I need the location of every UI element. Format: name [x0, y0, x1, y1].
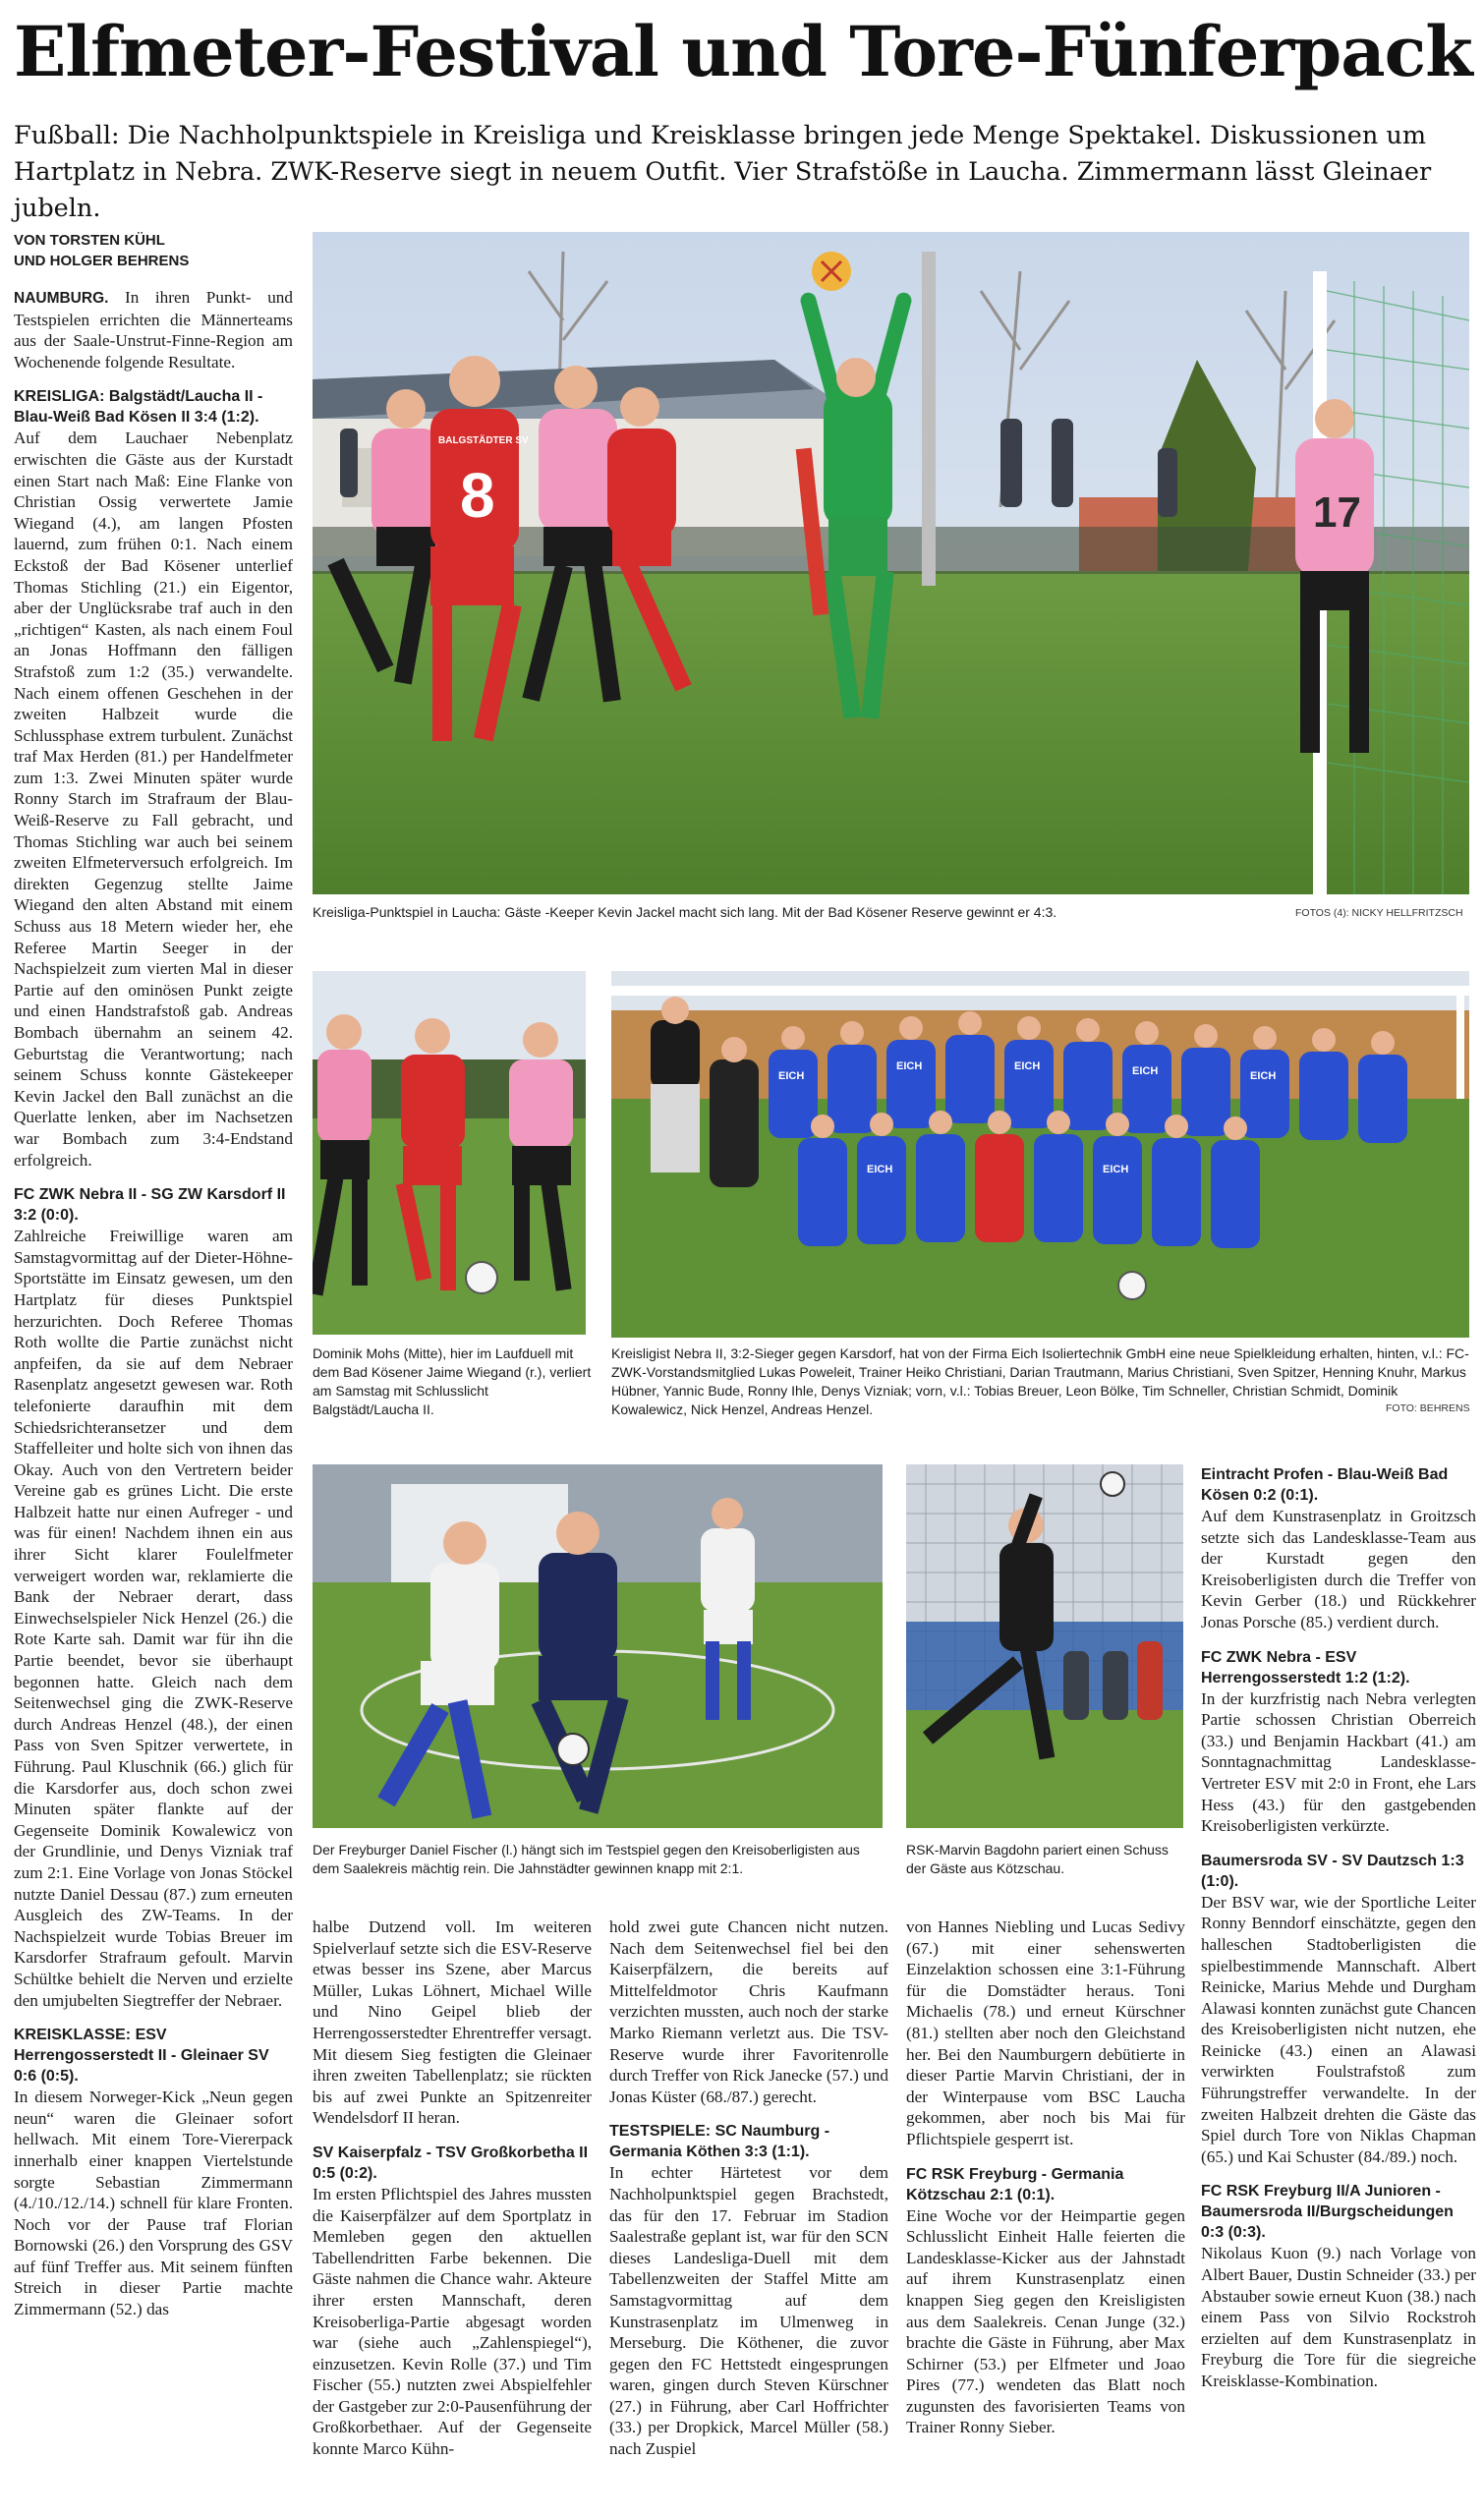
headline: Elfmeter-Festival und Tore-Fünferpack [14, 11, 1472, 92]
byline-author-2: UND HOLGER BEHRENS [14, 253, 190, 269]
jersey-number-17: 17 [1313, 488, 1361, 537]
paragraph: Im ersten Pflichtspiel des Jahres mussten die Kaiserpfälzer auf dem Sportplatz in Memleben gegen den aktuellen Tabellendritten Farbe bekennen. Die Gäste nahmen die Chance wahr. Akteure ihrer ersten Mannschaft, deren Kreisoberliga-Partie abgesagt worden war (siehe auch „Zahlenspiegel“), einzusetzen. Kevin Rolle (37.) und Tim Fischer (55.) nutzten zwei Abspielfehler der Gastgeber zur 2:0-Pausenführung der Großkorbethaer. Auf der Gegenseite konnte Marco Kühn- [313, 2184, 592, 2459]
jersey-text: BALGSTÄDTER SV [438, 435, 529, 446]
paragraph: Zahlreiche Freiwillige waren am Samstagvormittag auf der Dieter-Höhne-Sportstätte im Einsatz gewesen, um den Hartplatz für dieses Punktspiel herzurichten. Doch Referee Thomas Roth wollte die Partie zunächst nicht anpfeifen, da sie auf dem Nebraer Rasenplatz angesetzt gewesen war. Roth telefonierte daraufhin mit dem Schiedsrichteransetzer und dem Staffelleiter und holte sich von ihnen das Okay. Auch von den Vertretern beider Vereine gab es grünes Licht. Die erste Halbzeit hatte nur einen Aufreger - und was für einen! Nachdem ihnen ein aus ihrer Sicht klarer Foulelfmeter verweigert worden war, reklamierte die Bank der Nebraer derart, dass Einwechselspieler Nick Henzel (26.) die Rote Karte sah. Damit war für ihn die Partie beendet, bevor sie überhaupt begonnen hatte. Gleich nach dem Seitenwechsel ging die ZWK-Reserve durch Andreas Henzel (48.), der einen Pass von Sven Spitzer verwertete, in Führung. Paul Kluschnik (66.) glich für die Karsdorfer aus, doch schon zwei Minuten später flankte auf der Gegenseite Dominik Kowalewicz von der Grundlinie, und Denys Vizniak traf zum 2:1. Eine Vorlage von Jonas Stöckel nutzte Daniel Dessau (87.) zum erneuten Ausgleich des ZW-Teams. In der Nachspielzeit wurde Tobias Breuer im Karsdorfer Strafraum gefoult. Marvin Schültke behielt die Nerven und erzielte den umjubelten Siegtreffer der Nebraer. [14, 1227, 293, 2010]
section-heading: TESTSPIELE: SC Naumburg - Germania Köthen 3:3 (1:1). [609, 2123, 830, 2161]
paragraph: In der kurzfristig nach Nebra verlegten Partie schossen Christian Oberreich (33.) und Benjamin Hackbart (41.) am Sonntagnachmittag Landesklasse-Vertreter ESV mit 2:0 in Front, ehe Lars Hess (43.) für den gastgebenden Kreisoberligisten verkürzte. [1201, 1688, 1476, 1836]
shirt-logo: EICH [1014, 1060, 1041, 1072]
paragraph: halbe Dutzend voll. Im weiteren Spielverlauf setzte sich die ESV-Reserve etwas besser ins Szene, aber Marcus Müller, Lukas Löhnert, Michael Wille und Nino Geipel blieb der Herrengosserstedter Ehrentreffer versagt. Mit diesem Sieg festigten die Gleinaer ihren zweiten Tabellenplatz; sie rückten bis auf zwei Punkte an Spitzenreiter Wendelsdorf II heran. [313, 1917, 592, 2128]
article-column-5 [1201, 1464, 1476, 2392]
article-column-2 [313, 1916, 592, 2460]
photo-bagdohn-parade [906, 1464, 1183, 1828]
section-heading: FC ZWK Nebra - ESV Herrengosserstedt 1:2 (1:2). [1201, 1648, 1410, 1687]
photo-credit-main: FOTOS (4): NICKY HELLFRITZSCH [1295, 907, 1463, 919]
section-heading: KREISLIGA: Balgstädt/Laucha II - Blau-Weiß Bad Kösen II 3:4 (1:2). [14, 388, 263, 427]
caption-mohs: Dominik Mohs (Mitte), hier im Laufduell mit dem Bad Kösener Jaime Wiegand (r.), verliert am Samstag mit Schlusslicht Balgstädt/Laucha II. [313, 1345, 592, 1417]
caption-bagdohn: RSK-Marvin Bagdohn pariert einen Schuss der Gäste aus Kötzschau. [906, 1842, 1169, 1876]
shirt-logo: EICH [1132, 1065, 1159, 1077]
photo-credit-team: FOTO: BEHRENS [1386, 1402, 1470, 1414]
paragraph: In echter Härtetest vor dem Nachholpunktspiel gegen Brachstedt, das für den 17. Februar im Stadion Saalestraße geplant ist, war für den SCN dieses Landesliga-Duell mit dem Tabellenzweiten der Staffel Mitte am Samstagvormittag auf dem Kunstrasenplatz im Ulmenweg in Merseburg. Die Köthener, die zuvor gegen den FC Hettstedt eingesprungen waren, gingen durch Steven Kürschner (27.) in Führung, aber Carl Hoffrichter (33.) per Dropkick, Marcel Müller (58.) nach Zuspiel [609, 2163, 888, 2459]
article-column-3 [609, 1916, 888, 2460]
subheadline: Fußball: Die Nachholpunktspiele in Kreisliga und Kreisklasse bringen jede Menge Spektakel. Diskussionen um Hartplatz in Nebra. ZWK-Reserve siegt in neuem Outfit. Vier Strafstöße in Laucha. Zimmermann lässt Gleinaer jubeln. [14, 121, 1432, 223]
photo-fischer-testspiel [313, 1464, 883, 1828]
paragraph: Nikolaus Kuon (9.) nach Vorlage von Albert Bauer, Dustin Schneider (33.) per Abstauber sowie erneut Kuon (38.) nach einem Pass von Silvio Rockstroh erzielten auf dem Kunstrasenplatz in Freyburg die Tore für die siegreiche Kreisklasse-Kombination. [1201, 2244, 1476, 2390]
shirt-logo: EICH [867, 1164, 893, 1175]
paragraph [14, 287, 293, 372]
caption-fischer: Der Freyburger Daniel Fischer (l.) hängt sich im Testspiel gegen den Kreisoberligisten aus dem Saalekreis mächtig rein. Die Jahnstädter gewinnen knapp mit 2:1. [313, 1842, 860, 1876]
shirt-logo: EICH [1103, 1164, 1129, 1175]
shirt-logo: EICH [1250, 1070, 1277, 1082]
section-heading: SV Kaiserpfalz - TSV Großkorbetha II 0:5 (0:2). [313, 2144, 589, 2182]
paragraph: Auf dem Lauchaer Nebenplatz erwischten die Gäste aus der Kurstadt einen Start nach Maß: Eine Flanke von Christian Ossig verwertete Jamie Wiegand (4.), am langen Pfosten lauernd, zum frühen 0:1. Nach einem Eckstoß der Bad Kösener unterlief Thomas Stichling (21.) ein Eigentor, aber der Unglücksrabe traf auch in den „richtigen“ Kasten, als nach einem Foul an Jonas Hoffmann den fälligen Strafstoß zum 1:2 (35.) verwandelte. Nach einem offenen Geschehen in der zweiten Halbzeit wurde die Schlussphase extrem turbulent. Zunächst traf Max Herden (81.) per Handelfmeter zum 1:3. Zwei Minuten später wurde Ronny Starch im Strafraum der Blau-Weiß-Reserve zu Fall gebracht, und Thomas Stichling war auch bei seinem zweiten Elfmeterversuch erfolgreich. Im direkten Gegenzug stellte Jaime Wiegand den alten Abstand mit einem Schuss aus 18 Metern wieder her, ehe Referee Martin Seeger in der Nachspielzeit zum vierten Mal in dieser Partie auf den ominösen Punkt zeigte und einen Handstrafstoß gab. Andreas Bombach übernahm an seinem 42. Geburtstag die Verantwortung; nach seinem Schuss konnte Gästekeeper Kevin Jackel den Ball zunächst an die Querlatte lenken, aber im Nachsetzen war Bombach zum 3:4-Endstand erfolgreich. [14, 429, 293, 1170]
paragraph: Auf dem Kunstrasenplatz in Groitzsch setzte sich das Landesklasse-Team aus der Kurstadt gegen den Kreisoberligisten durch die Treffer von Kevin Gerber (18.) und Rückkehrer Jonas Porsche (85.) verdient durch. [1201, 1507, 1476, 1631]
caption-main-photo: Kreisliga-Punktspiel in Laucha: Gäste -Keeper Kevin Jackel macht sich lang. Mit der Bad Kösener Reserve gewinnt er 4:3. [313, 904, 1057, 920]
article-column-1 [14, 287, 293, 2320]
photo-keeper-laucha [313, 232, 1469, 894]
section-heading: FC ZWK Nebra II - SG ZW Karsdorf II 3:2 (0:0). [14, 1186, 286, 1225]
paragraph: Eine Woche vor der Heimpartie gegen Schlusslicht Einheit Halle feierten die Landesklasse-Kicker aus der Jahnstadt auf ihrem Kunstrasenplatz einen knappen Sieg gegen den Kreisligisten aus dem Saalekreis. Cenan Junge (32.) brachte die Gäste in Führung, aber Max Schirner (53.) per Elfmeter und Joao Pires (77.) wendeten das Blatt noch zugunsten des favorisierten Teams von Trainer Ronny Sieber. [906, 2205, 1185, 2437]
paragraph: In diesem Norweger-Kick „Neun gegen neun“ waren die Gleinaer sofort hellwach. Mit einem Tore-Viererpack innerhalb einer knappen Viertelstunde sorgte Sebastian Zimmermann (4./10./12./14.) schnell für klare Fronten. Noch vor der Pause traf Florian Bornowski (26.) den Vorsprung des GSV auf fünf Treffer aus. Mit seinem fünften Streich in dieser Partie machte Zimmermann (52.) das [14, 2087, 293, 2319]
byline [14, 230, 309, 271]
paragraph: Der BSV war, wie der Sportliche Leiter Ronny Benndorf einschätzte, gegen den halleschen Stadtoberligisten die spielbestimmende Mannschaft. Albert Reinicke, Marius Mehde und Durgham Alawasi konnten zunächst gute Chancen des Kreisoberligisten nicht nutzen, ehe Reinicke (43.) einen an Alawasi verwirkten Foulstrafstoß zum Führungstreffer verwandelte. In der zweiten Halbzeit drehten die Gäste das Spiel durch Tore von Niklas Chapman (65.) und Kai Schuster (84./89.) noch. [1201, 1892, 1476, 2166]
caption-team: Kreisligist Nebra II, 3:2-Sieger gegen Karsdorf, hat von der Firma Eich Isoliertechnik GmbH eine neue Spielkleidung erhalten, hinten, v.l.: FC-ZWK-Vorstandsmitglied Lukas Poweleit, Trainer Heiko Christiani, Darian Trautmann, Marius Christiani, Sven Spitzer, Henning Knuhr, Markus Hübner, Yannic Bude, Ronny Ihle, Denys Vizniak; vorn, v.l.: Tobias Breuer, Leon Bölke, Tim Schneller, Christian Schmidt, Dominik Kowalewicz, Nick Henzel, Andreas Henzel. [611, 1345, 1469, 1417]
jersey-number-8: 8 [460, 460, 495, 531]
dateline: NAUMBURG. [14, 290, 109, 307]
photo-mohs-laufduell [313, 971, 586, 1335]
section-heading: Eintracht Profen - Blau-Weiß Bad Kösen 0:2 (0:1). [1201, 1466, 1449, 1504]
paragraph-text: In ihren Punkt- und Testspielen errichten die Männerteams aus der Saale-Unstrut-Finne-Region am Wochenende folgende Resultate. [14, 288, 293, 372]
section-heading: FC RSK Freyburg - Germania Kötzschau 2:1 (0:1). [906, 2165, 1124, 2203]
section-heading: Baumersroda SV - SV Dautzsch 1:3 (1:0). [1201, 1852, 1464, 1890]
photo-team-nebra [611, 971, 1469, 1338]
shirt-logo: EICH [778, 1070, 805, 1082]
section-heading: FC RSK Freyburg II/A Junioren - Baumersroda II/Burgscheidungen 0:3 (0:3). [1201, 2183, 1454, 2242]
byline-author-1: VON TORSTEN KÜHL [14, 232, 165, 249]
article-column-4 [906, 1916, 1185, 2438]
paragraph: hold zwei gute Chancen nicht nutzen. Nach dem Seitenwechsel fiel bei den Kaiserpfälzern, die bereits auf Mittelfeldmotor Chris Kaufmann verzichten mussten, auch noch der starke Marko Riemann verletzt aus. Die TSV-Reserve wurde ihrer Favoritenrolle durch Treffer von Rick Janecke (57.) und Jonas Küster (68./87.) gerecht. [609, 1917, 888, 2106]
section-heading: KREISKLASSE: ESV Herrengosserstedt II - Gleinaer SV 0:6 (0:5). [14, 2027, 269, 2086]
shirt-logo: EICH [896, 1060, 923, 1072]
paragraph: von Hannes Niebling und Lucas Sedivy (67.) mit einer sehenswerten Einzelaktion schossen eine 3:1-Führung für die Domstädter heraus. Toni Michaelis (78.) und erneut Kürschner (81.) stellten aber noch den Gleichstand her. Bei den Naumburgern debütierte in dieser Partie Marvin Christiani, der in der Winterpause vom BSC Laucha gekommen, aber noch bis Mai für Pflichtspiele gesperrt ist. [906, 1917, 1185, 2148]
